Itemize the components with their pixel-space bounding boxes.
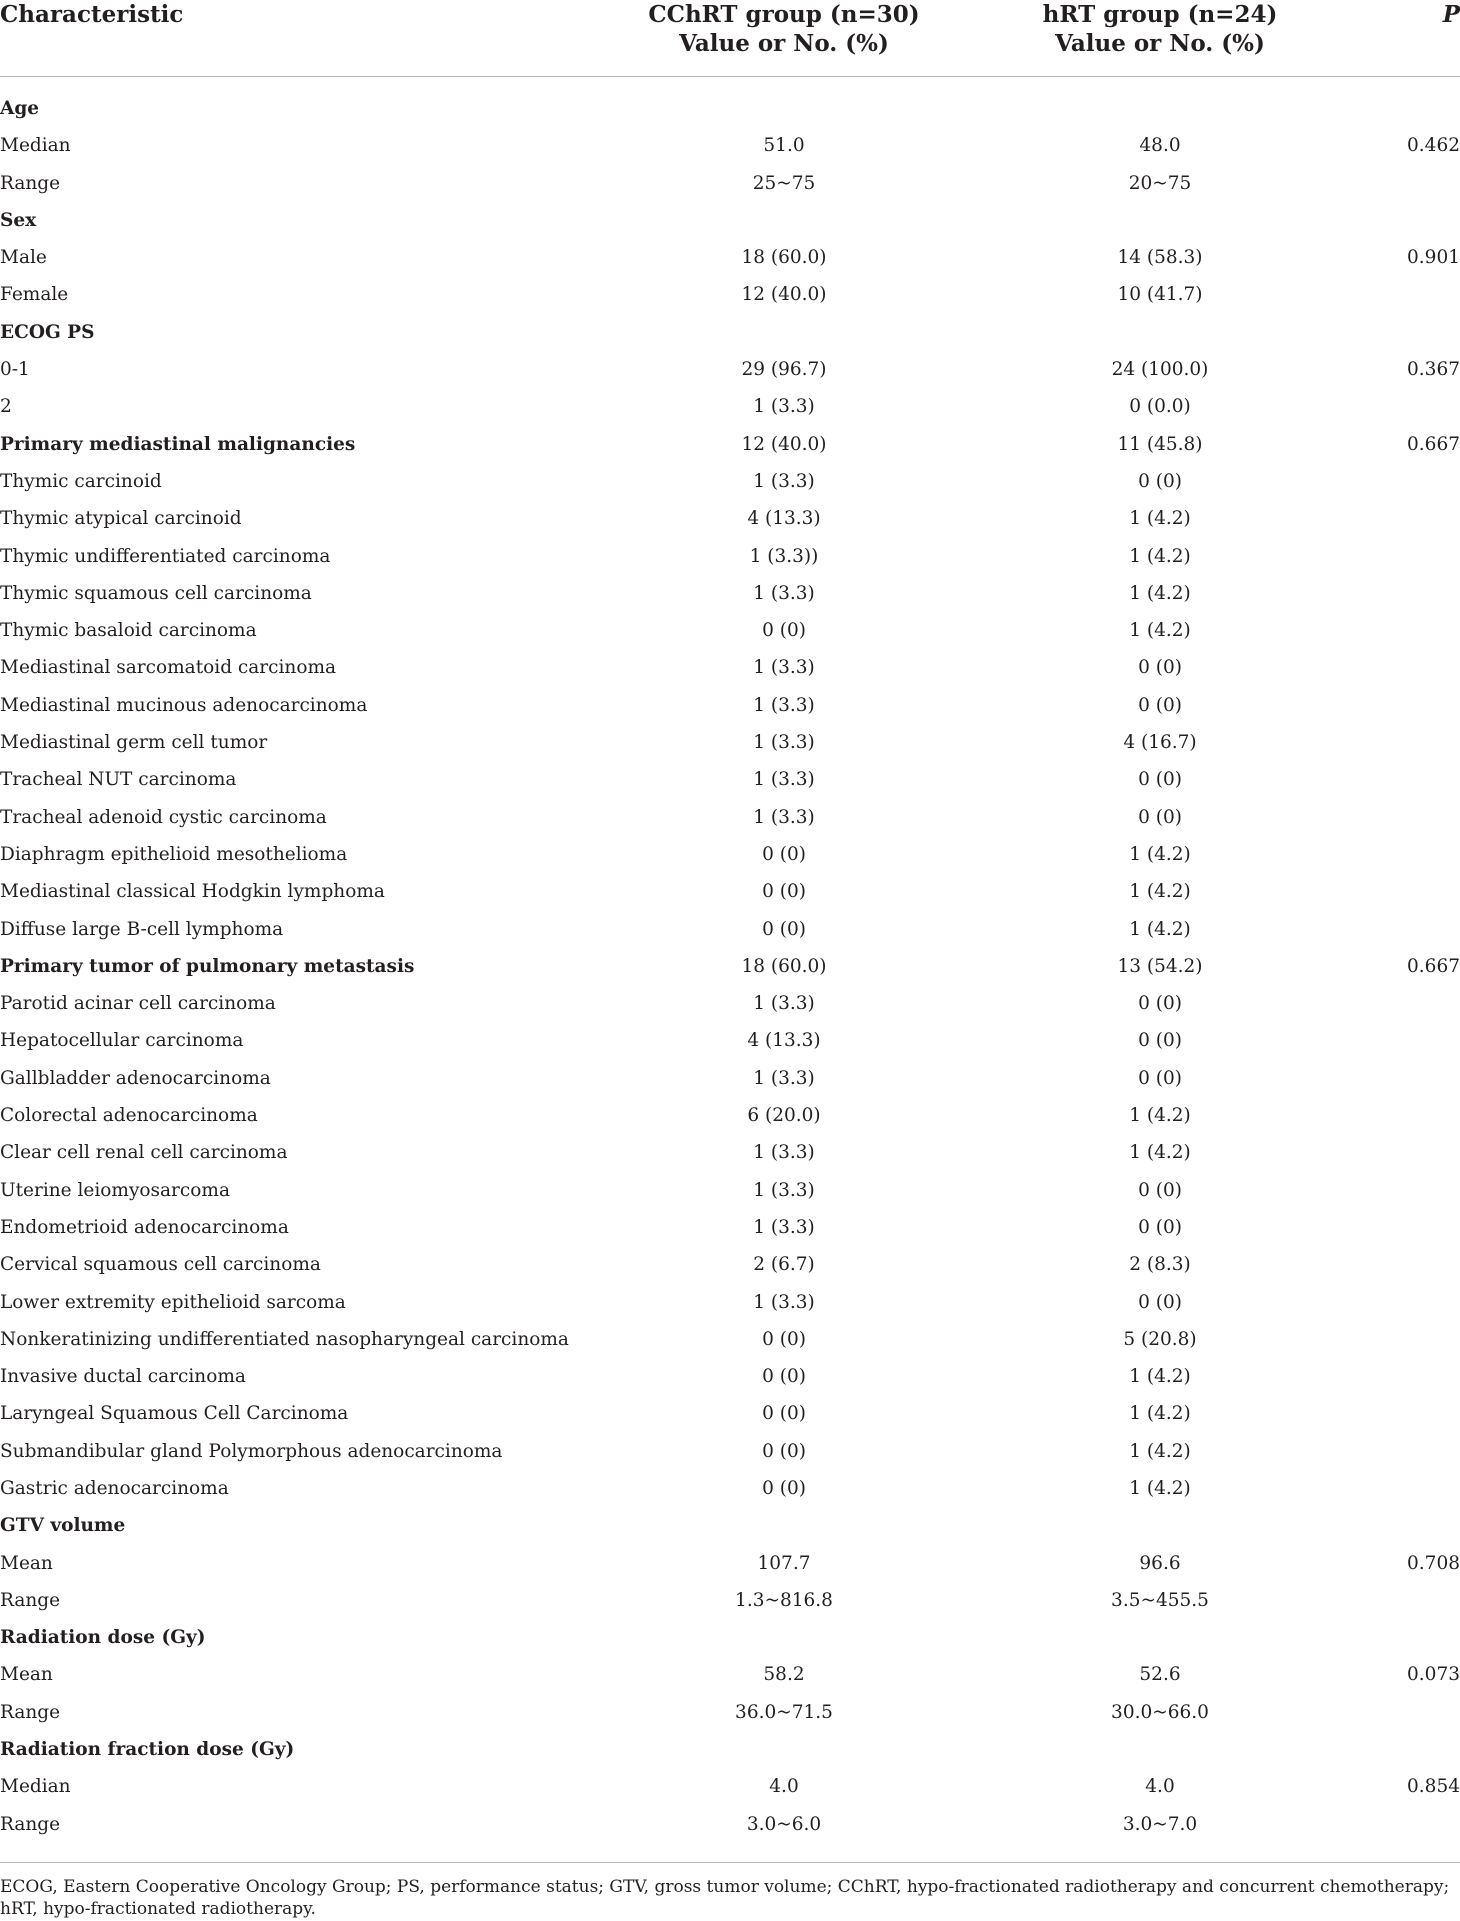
table-row xyxy=(0,463,1460,500)
row-label: GTV volume xyxy=(0,1515,126,1537)
hrt-value: 0 (0) xyxy=(1138,1030,1182,1052)
hrt-value: 1 (4.2) xyxy=(1129,843,1191,865)
hrt-value: 0 (0) xyxy=(1138,1291,1182,1313)
table-body xyxy=(0,90,1460,1843)
table-footnote: ECOG, Eastern Cooperative Oncology Group; PS, performance status; GTV, gross tumor volume; CChRT, hypo-fractionated radiotherapy and concurrent chemotherapy; hRT, hypo-fractionated radiotherapy. xyxy=(0,1877,1450,1919)
row-label: Parotid acinar cell carcinoma xyxy=(0,993,276,1015)
hrt-value: 3.0~7.0 xyxy=(1122,1813,1198,1835)
cchrt-value: 1 (3.3) xyxy=(753,582,815,604)
hrt-value: 1 (4.2) xyxy=(1129,545,1191,567)
table-row xyxy=(0,1172,1460,1209)
hrt-value: 11 (45.8) xyxy=(1117,433,1203,455)
cchrt-value: 12 (40.0) xyxy=(741,433,827,455)
table-section-row xyxy=(0,1619,1460,1656)
cchrt-value: 1 (3.3) xyxy=(753,1142,815,1164)
row-label: Radiation fraction dose (Gy) xyxy=(0,1739,295,1761)
row-label: Tracheal NUT carcinoma xyxy=(0,769,237,791)
cchrt-value: 4 (13.3) xyxy=(747,508,821,530)
header-cchrt-line1: CChRT group (n=30) xyxy=(648,1,920,28)
table-row xyxy=(0,1097,1460,1134)
header-hrt-line2: Value or No. (%) xyxy=(1055,30,1265,57)
table-row xyxy=(0,1470,1460,1507)
row-label: Colorectal adenocarcinoma xyxy=(0,1105,258,1127)
row-label: Thymic undifferentiated carcinoma xyxy=(0,545,331,567)
table-row xyxy=(0,1022,1460,1059)
row-label: Range xyxy=(0,1701,61,1723)
hrt-value: 4.0 xyxy=(1145,1776,1175,1798)
cchrt-value: 0 (0) xyxy=(762,1403,806,1425)
cchrt-value: 1 (3.3) xyxy=(753,993,815,1015)
hrt-value: 0 (0) xyxy=(1138,806,1182,828)
header-characteristic: Characteristic xyxy=(0,1,184,28)
table-row xyxy=(0,612,1460,649)
cchrt-value: 25~75 xyxy=(752,172,816,194)
cchrt-value: 1 (3.3) xyxy=(753,769,815,791)
footer-divider xyxy=(0,1862,1460,1863)
table-row xyxy=(0,1694,1460,1731)
table-row xyxy=(0,276,1460,313)
row-label: Age xyxy=(0,98,40,119)
row-label: Invasive ductal carcinoma xyxy=(0,1366,246,1388)
cchrt-value: 0 (0) xyxy=(762,1440,806,1462)
table-row xyxy=(0,1806,1460,1843)
header-cchrt-line2: Value or No. (%) xyxy=(679,30,889,57)
row-label: Primary mediastinal malignancies xyxy=(0,433,356,455)
cchrt-value: 1 (3.3) xyxy=(753,657,815,679)
cchrt-value: 1 (3.3) xyxy=(753,732,815,754)
table-row xyxy=(0,687,1460,724)
hrt-value: 0 (0) xyxy=(1138,694,1182,716)
row-label: Sex xyxy=(0,209,37,231)
cchrt-value: 0 (0) xyxy=(762,1477,806,1499)
header-hrt-line1: hRT group (n=24) xyxy=(1042,1,1278,28)
hrt-value: 1 (4.2) xyxy=(1129,1142,1191,1164)
table-row xyxy=(0,1246,1460,1283)
row-label: Mediastinal germ cell tumor xyxy=(0,732,268,754)
cchrt-value: 6 (20.0) xyxy=(747,1105,821,1127)
row-label: Male xyxy=(0,247,47,269)
hrt-value: 0 (0) xyxy=(1138,1179,1182,1201)
row-label: Range xyxy=(0,1589,61,1611)
table-row xyxy=(0,1545,1460,1582)
cchrt-value: 29 (96.7) xyxy=(741,359,827,381)
row-label: Female xyxy=(0,284,69,306)
table-section-row xyxy=(0,426,1460,463)
row-label: Mediastinal sarcomatoid carcinoma xyxy=(0,657,337,679)
hrt-value: 1 (4.2) xyxy=(1129,1477,1191,1499)
cchrt-value: 4.0 xyxy=(769,1776,799,1798)
row-label: Cervical squamous cell carcinoma xyxy=(0,1254,321,1276)
table-row xyxy=(0,761,1460,798)
row-label: 2 xyxy=(0,396,12,418)
row-label: Range xyxy=(0,172,61,194)
cchrt-value: 1 (3.3) xyxy=(753,1067,815,1089)
hrt-value: 52.6 xyxy=(1139,1664,1181,1686)
hrt-value: 1 (4.2) xyxy=(1129,1403,1191,1425)
hrt-value: 10 (41.7) xyxy=(1117,284,1203,306)
cchrt-value: 107.7 xyxy=(757,1552,811,1574)
row-label: Laryngeal Squamous Cell Carcinoma xyxy=(0,1403,349,1425)
cchrt-value: 1 (3.3) xyxy=(753,1291,815,1313)
table-section-row xyxy=(0,90,1460,127)
table-row xyxy=(0,1582,1460,1619)
hrt-value: 0 (0) xyxy=(1138,470,1182,492)
table-row xyxy=(0,985,1460,1022)
row-label: Radiation dose (Gy) xyxy=(0,1627,206,1649)
table-row xyxy=(0,799,1460,836)
table-row xyxy=(0,538,1460,575)
p-value: 0.073 xyxy=(1407,1664,1460,1686)
row-label: Median xyxy=(0,1776,71,1798)
table-row xyxy=(0,500,1460,537)
row-label: Nonkeratinizing undifferentiated nasopharyngeal carcinoma xyxy=(0,1328,569,1350)
hrt-value: 14 (58.3) xyxy=(1117,247,1203,269)
hrt-value: 1 (4.2) xyxy=(1129,881,1191,903)
hrt-value: 2 (8.3) xyxy=(1129,1254,1191,1276)
p-value: 0.462 xyxy=(1407,135,1460,157)
row-label: Thymic squamous cell carcinoma xyxy=(0,582,312,604)
row-label: Diaphragm epithelioid mesothelioma xyxy=(0,843,348,865)
cchrt-value: 1 (3.3) xyxy=(753,396,815,418)
cchrt-value: 51.0 xyxy=(763,135,805,157)
row-label: 0-1 xyxy=(0,359,30,381)
hrt-value: 0 (0) xyxy=(1138,769,1182,791)
row-label: ECOG PS xyxy=(0,321,95,343)
cchrt-value: 1 (3.3)) xyxy=(749,545,819,567)
table-row xyxy=(0,1134,1460,1171)
cchrt-value: 0 (0) xyxy=(762,1366,806,1388)
table-row xyxy=(0,127,1460,164)
row-label: Mean xyxy=(0,1552,53,1574)
hrt-value: 5 (20.8) xyxy=(1123,1328,1197,1350)
cchrt-value: 0 (0) xyxy=(762,620,806,642)
hrt-value: 0 (0) xyxy=(1138,993,1182,1015)
row-label: Uterine leiomyosarcoma xyxy=(0,1179,230,1201)
table-row xyxy=(0,1433,1460,1470)
p-value: 0.854 xyxy=(1407,1776,1460,1798)
hrt-value: 1 (4.2) xyxy=(1129,620,1191,642)
table-row xyxy=(0,239,1460,276)
hrt-value: 3.5~455.5 xyxy=(1111,1589,1209,1611)
row-label: Hepatocellular carcinoma xyxy=(0,1030,244,1052)
cchrt-value: 1.3~816.8 xyxy=(735,1589,833,1611)
table-section-row xyxy=(0,1731,1460,1768)
cchrt-value: 3.0~6.0 xyxy=(746,1813,822,1835)
row-label: Submandibular gland Polymorphous adenocarcinoma xyxy=(0,1440,503,1462)
table-row xyxy=(0,388,1460,425)
row-label: Lower extremity epithelioid sarcoma xyxy=(0,1291,346,1313)
table-section-row xyxy=(0,314,1460,351)
hrt-value: 1 (4.2) xyxy=(1129,1105,1191,1127)
row-label: Tracheal adenoid cystic carcinoma xyxy=(0,806,327,828)
table-row xyxy=(0,873,1460,910)
table-section-row xyxy=(0,948,1460,985)
hrt-value: 96.6 xyxy=(1139,1552,1181,1574)
table-row xyxy=(0,1395,1460,1432)
hrt-value: 1 (4.2) xyxy=(1129,508,1191,530)
hrt-value: 0 (0) xyxy=(1138,657,1182,679)
cchrt-value: 4 (13.3) xyxy=(747,1030,821,1052)
p-value: 0.667 xyxy=(1407,955,1460,977)
row-label: Diffuse large B-cell lymphoma xyxy=(0,918,284,940)
row-label: Thymic carcinoid xyxy=(0,470,162,492)
row-label: Range xyxy=(0,1813,61,1835)
cchrt-value: 0 (0) xyxy=(762,1328,806,1350)
cchrt-value: 1 (3.3) xyxy=(753,1179,815,1201)
table-row xyxy=(0,1284,1460,1321)
table-row xyxy=(0,1209,1460,1246)
table-row xyxy=(0,911,1460,948)
table-row xyxy=(0,575,1460,612)
row-label: Clear cell renal cell carcinoma xyxy=(0,1142,288,1164)
row-label: Gastric adenocarcinoma xyxy=(0,1477,229,1499)
hrt-value: 4 (16.7) xyxy=(1123,732,1197,754)
cchrt-value: 1 (3.3) xyxy=(753,806,815,828)
hrt-value: 13 (54.2) xyxy=(1117,955,1203,977)
row-label: Mediastinal classical Hodgkin lymphoma xyxy=(0,881,385,903)
cchrt-value: 1 (3.3) xyxy=(753,1216,815,1238)
row-label: Thymic basaloid carcinoma xyxy=(0,620,257,642)
p-value: 0.901 xyxy=(1407,247,1460,269)
table-row xyxy=(0,649,1460,686)
row-label: Endometrioid adenocarcinoma xyxy=(0,1216,289,1238)
cchrt-value: 58.2 xyxy=(763,1664,805,1686)
cchrt-value: 0 (0) xyxy=(762,881,806,903)
table-row xyxy=(0,836,1460,873)
table-row xyxy=(0,165,1460,202)
hrt-value: 1 (4.2) xyxy=(1129,1440,1191,1462)
hrt-value: 1 (4.2) xyxy=(1129,918,1191,940)
row-label: Median xyxy=(0,135,71,157)
table-row xyxy=(0,724,1460,761)
hrt-value: 1 (4.2) xyxy=(1129,582,1191,604)
cchrt-value: 1 (3.3) xyxy=(753,470,815,492)
hrt-value: 24 (100.0) xyxy=(1111,359,1209,381)
cchrt-value: 2 (6.7) xyxy=(753,1254,815,1276)
header-divider xyxy=(0,76,1460,77)
hrt-value: 30.0~66.0 xyxy=(1111,1701,1209,1723)
hrt-value: 0 (0.0) xyxy=(1129,396,1191,418)
hrt-value: 20~75 xyxy=(1128,172,1192,194)
table-section-row xyxy=(0,1507,1460,1544)
table-header xyxy=(0,0,1460,76)
hrt-value: 48.0 xyxy=(1139,135,1181,157)
table-row xyxy=(0,351,1460,388)
hrt-value: 0 (0) xyxy=(1138,1216,1182,1238)
table-row xyxy=(0,1656,1460,1693)
cchrt-value: 18 (60.0) xyxy=(741,247,827,269)
cchrt-value: 0 (0) xyxy=(762,843,806,865)
row-label: Gallbladder adenocarcinoma xyxy=(0,1067,271,1089)
cchrt-value: 0 (0) xyxy=(762,918,806,940)
table-row xyxy=(0,1321,1460,1358)
table-row xyxy=(0,1358,1460,1395)
cchrt-value: 36.0~71.5 xyxy=(735,1701,833,1723)
hrt-value: 0 (0) xyxy=(1138,1067,1182,1089)
p-value: 0.708 xyxy=(1407,1552,1460,1574)
hrt-value: 1 (4.2) xyxy=(1129,1366,1191,1388)
cchrt-value: 12 (40.0) xyxy=(741,284,827,306)
row-label: Primary tumor of pulmonary metastasis xyxy=(0,955,415,977)
p-value: 0.667 xyxy=(1407,433,1460,455)
row-label: Mediastinal mucinous adenocarcinoma xyxy=(0,694,368,716)
header-p-value: P xyxy=(1442,1,1460,28)
table-section-row xyxy=(0,202,1460,239)
table-row xyxy=(0,1768,1460,1805)
cchrt-value: 18 (60.0) xyxy=(741,955,827,977)
p-value: 0.367 xyxy=(1407,359,1460,381)
row-label: Mean xyxy=(0,1664,53,1686)
row-label: Thymic atypical carcinoid xyxy=(0,508,242,530)
table-row xyxy=(0,1060,1460,1097)
cchrt-value: 1 (3.3) xyxy=(753,694,815,716)
